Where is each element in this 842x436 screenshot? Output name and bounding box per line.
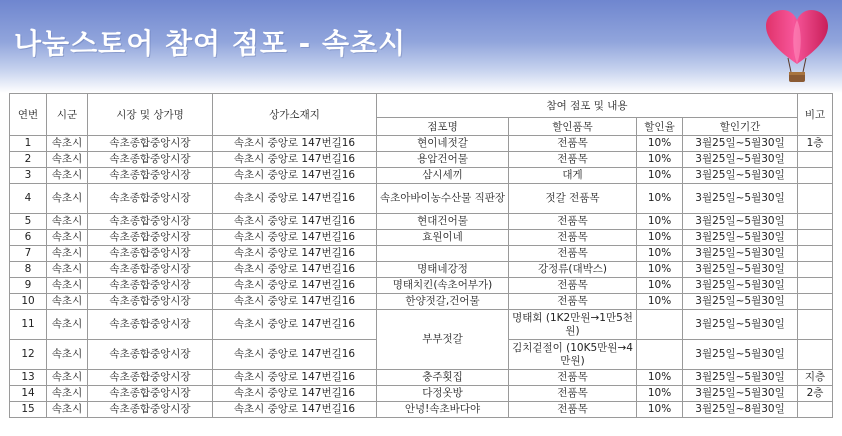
cell-city: 속초시 [47,402,88,418]
cell-rate [637,340,683,370]
cell-rate: 10% [637,402,683,418]
table-row [10,246,833,262]
cell-item: 젓갈 전품목 [509,184,637,214]
cell-city: 속초시 [47,214,88,230]
cell-market: 속초종합중앙시장 [88,230,213,246]
cell-period: 3월25일~5월30일 [683,340,798,370]
cell-address: 속초시 중앙로 147번길16 [213,136,377,152]
cell-no: 15 [10,402,47,418]
cell-address: 속초시 중앙로 147번길16 [213,402,377,418]
table-row [10,386,833,402]
cell-rate: 10% [637,184,683,214]
cell-city: 속초시 [47,294,88,310]
table-row [10,230,833,246]
cell-address: 속초시 중앙로 147번길16 [213,278,377,294]
cell-period: 3월25일~5월30일 [683,294,798,310]
cell-rate [637,310,683,340]
cell-store: 용암건어물 [377,152,509,168]
col-address: 상가소재지 [213,94,377,136]
cell-rate: 10% [637,230,683,246]
cell-city: 속초시 [47,386,88,402]
cell-note [798,246,833,262]
heart-hot-air-balloon-icon [762,6,832,86]
table-row [10,310,833,340]
cell-store: 한양젓갈,건어물 [377,294,509,310]
cell-city: 속초시 [47,152,88,168]
cell-item: 명태회 (1K2만원→1만5천원) [509,310,637,340]
cell-address: 속초시 중앙로 147번길16 [213,262,377,278]
table-row [10,402,833,418]
cell-item: 전품목 [509,386,637,402]
cell-no: 1 [10,136,47,152]
cell-store: 명태네강정 [377,262,509,278]
cell-city: 속초시 [47,136,88,152]
cell-item: 대게 [509,168,637,184]
cell-store: 다정옷방 [377,386,509,402]
cell-address: 속초시 중앙로 147번길16 [213,230,377,246]
cell-market: 속초종합중앙시장 [88,214,213,230]
cell-market: 속초종합중앙시장 [88,168,213,184]
cell-market: 속초종합중앙시장 [88,152,213,168]
cell-market: 속초종합중앙시장 [88,278,213,294]
cell-city: 속초시 [47,340,88,370]
cell-address: 속초시 중앙로 147번길16 [213,152,377,168]
cell-address: 속초시 중앙로 147번길16 [213,214,377,230]
cell-city: 속초시 [47,310,88,340]
cell-market: 속초종합중앙시장 [88,386,213,402]
cell-rate: 10% [637,168,683,184]
cell-rate: 10% [637,278,683,294]
cell-note [798,168,833,184]
col-no: 연번 [10,94,47,136]
cell-note [798,310,833,340]
cell-store: 효원이네 [377,230,509,246]
table-row [10,136,833,152]
cell-no: 8 [10,262,47,278]
cell-rate: 10% [637,136,683,152]
table-row [10,168,833,184]
table-row [10,214,833,230]
cell-address: 속초시 중앙로 147번길16 [213,386,377,402]
cell-no: 12 [10,340,47,370]
cell-market: 속초종합중앙시장 [88,184,213,214]
cell-store: 현이네젓갈 [377,136,509,152]
col-item: 할인품목 [509,118,637,136]
cell-note [798,402,833,418]
cell-address: 속초시 중앙로 147번길16 [213,340,377,370]
cell-market: 속초종합중앙시장 [88,310,213,340]
cell-note [798,184,833,214]
table-row [10,152,833,168]
cell-period: 3월25일~5월30일 [683,246,798,262]
cell-no: 5 [10,214,47,230]
cell-rate: 10% [637,152,683,168]
cell-store: 현대건어물 [377,214,509,230]
cell-address: 속초시 중앙로 147번길16 [213,246,377,262]
cell-no: 9 [10,278,47,294]
cell-address: 속초시 중앙로 147번길16 [213,294,377,310]
cell-market: 속초종합중앙시장 [88,136,213,152]
col-rate: 할인율 [637,118,683,136]
cell-period: 3월25일~5월30일 [683,184,798,214]
cell-period: 3월25일~5월30일 [683,310,798,340]
cell-period: 3월25일~5월30일 [683,370,798,386]
cell-no: 2 [10,152,47,168]
cell-item: 전품목 [509,402,637,418]
cell-address: 속초시 중앙로 147번길16 [213,310,377,340]
cell-rate: 10% [637,246,683,262]
cell-rate: 10% [637,262,683,278]
col-period: 할인기간 [683,118,798,136]
cell-note [798,230,833,246]
col-store: 점포명 [377,118,509,136]
cell-period: 3월25일~5월30일 [683,136,798,152]
cell-note: 지층 [798,370,833,386]
cell-city: 속초시 [47,230,88,246]
cell-item: 김치겉절이 (10K5만원→4만원) [509,340,637,370]
cell-item: 전품목 [509,294,637,310]
cell-no: 14 [10,386,47,402]
cell-note [798,262,833,278]
cell-item: 강정류(대박스) [509,262,637,278]
cell-period: 3월25일~8월30일 [683,402,798,418]
cell-rate: 10% [637,294,683,310]
cell-no: 6 [10,230,47,246]
cell-no: 13 [10,370,47,386]
cell-address: 속초시 중앙로 147번길16 [213,168,377,184]
cell-note [798,294,833,310]
cell-item: 전품목 [509,214,637,230]
cell-market: 속초종합중앙시장 [88,402,213,418]
cell-period: 3월25일~5월30일 [683,278,798,294]
col-market: 시장 및 상가명 [88,94,213,136]
cell-rate: 10% [637,386,683,402]
cell-rate: 10% [637,214,683,230]
cell-market: 속초종합중앙시장 [88,340,213,370]
col-city: 시군 [47,94,88,136]
col-note: 비고 [798,94,833,136]
cell-city: 속초시 [47,370,88,386]
cell-item: 전품목 [509,370,637,386]
cell-no: 7 [10,246,47,262]
cell-item: 전품목 [509,152,637,168]
table-row [10,184,833,214]
cell-note [798,152,833,168]
cell-address: 속초시 중앙로 147번길16 [213,370,377,386]
cell-store: 명태치킨(속초어부가) [377,278,509,294]
cell-period: 3월25일~5월30일 [683,152,798,168]
cell-note: 1층 [798,136,833,152]
cell-rate: 10% [637,370,683,386]
cell-no: 10 [10,294,47,310]
cell-store: 부부젓갈 [377,310,509,370]
cell-note [798,340,833,370]
cell-period: 3월25일~5월30일 [683,262,798,278]
col-group: 참여 점포 및 내용 [377,94,798,118]
cell-item: 전품목 [509,246,637,262]
cell-market: 속초종합중앙시장 [88,262,213,278]
table-row [10,262,833,278]
cell-note [798,214,833,230]
cell-item: 전품목 [509,136,637,152]
cell-no: 4 [10,184,47,214]
table-row [10,370,833,386]
cell-item: 전품목 [509,230,637,246]
page-title: 나눔스토어 참여 점포 - 속초시 [14,27,407,60]
cell-city: 속초시 [47,262,88,278]
cell-store: 삼시세끼 [377,168,509,184]
header-banner [0,0,842,93]
cell-period: 3월25일~5월30일 [683,230,798,246]
cell-city: 속초시 [47,278,88,294]
store-table [9,93,833,418]
cell-store [377,246,509,262]
cell-store: 속초아바이농수산물 직판장 [377,184,509,214]
cell-item: 전품목 [509,278,637,294]
cell-no: 11 [10,310,47,340]
cell-city: 속초시 [47,168,88,184]
cell-period: 3월25일~5월30일 [683,168,798,184]
cell-city: 속초시 [47,246,88,262]
cell-address: 속초시 중앙로 147번길16 [213,184,377,214]
cell-period: 3월25일~5월30일 [683,214,798,230]
table-row [10,278,833,294]
header-row [10,94,833,118]
cell-store: 충주횟집 [377,370,509,386]
cell-period: 3월25일~5월30일 [683,386,798,402]
cell-market: 속초종합중앙시장 [88,246,213,262]
cell-market: 속초종합중앙시장 [88,294,213,310]
cell-note: 2층 [798,386,833,402]
cell-note [798,278,833,294]
cell-store: 안녕!속초바다야 [377,402,509,418]
cell-city: 속초시 [47,184,88,214]
cell-market: 속초종합중앙시장 [88,370,213,386]
cell-no: 3 [10,168,47,184]
table-row [10,294,833,310]
